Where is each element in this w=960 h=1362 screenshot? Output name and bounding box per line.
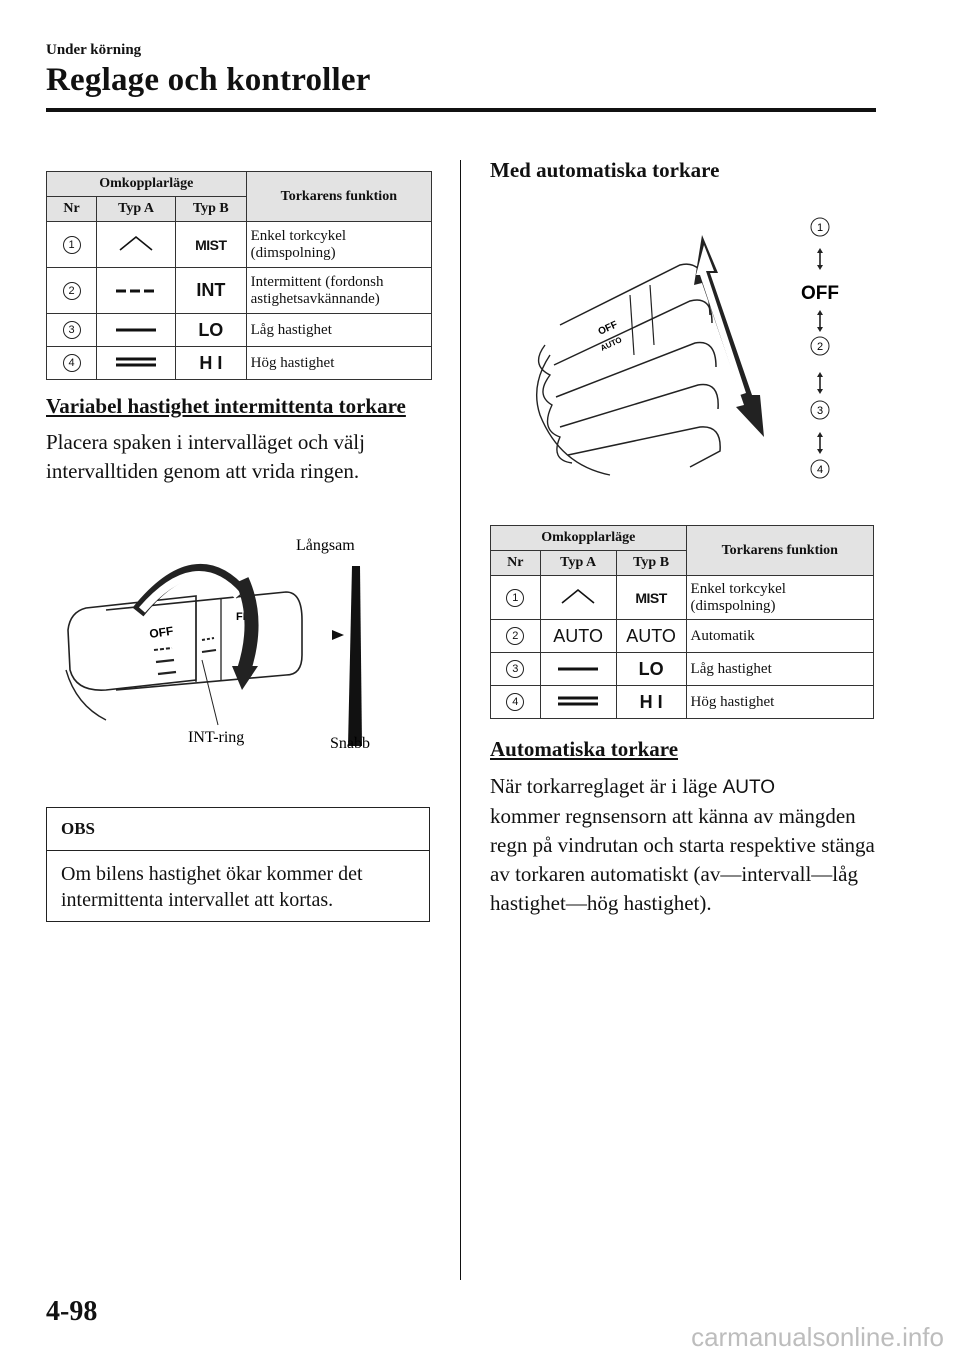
type-b-symbol: LO	[176, 314, 247, 347]
auto-wiper-positions-table	[490, 525, 874, 719]
section-heading-variable: Variabel hastighet intermittenta torkare	[46, 394, 406, 418]
table-header-nr: Nr	[491, 551, 541, 576]
row-number: 3	[63, 321, 81, 339]
table-header-type-a: Typ A	[540, 551, 616, 576]
table-header-nr: Nr	[47, 197, 97, 222]
double-line-icon	[556, 694, 600, 708]
table-row	[47, 268, 432, 314]
lever-off-label: OFF	[148, 623, 175, 641]
table-header-func: Torkarens funktion	[686, 526, 873, 576]
automatic-paragraph-prefix: När torkarreglaget är i läge	[490, 774, 723, 798]
title-rule	[46, 108, 876, 112]
wiper-function: Enkel torkcykel (dimspolning)	[686, 576, 873, 620]
type-b-symbol: INT	[176, 268, 247, 314]
row-number: 2	[63, 282, 81, 300]
wiper-positions-table	[46, 171, 432, 380]
slow-label: Långsam	[296, 537, 355, 554]
position-marker: 3	[816, 405, 824, 417]
page-number: 4-98	[46, 1296, 98, 1327]
row-number: 4	[506, 693, 524, 711]
automatic-paragraph	[490, 772, 880, 918]
table-header-type-b: Typ B	[616, 551, 686, 576]
off-label: OFF	[801, 283, 839, 304]
table-row	[491, 576, 874, 620]
row-number: 3	[506, 660, 524, 678]
row-number: 2	[506, 627, 524, 645]
automatic-paragraph-rest: kommer regnsensorn att känna av mängden regn på vindrutan och starta respektive stänga av torkaren automatiskt (av—intervall—låg hastighet—hög hastighet).	[490, 804, 875, 915]
table-row	[491, 653, 874, 686]
wiper-function: Låg hastighet	[686, 653, 873, 686]
table-header-group: Omkopplarläge	[47, 172, 247, 197]
obs-title: OBS	[47, 808, 429, 851]
position-marker: 1	[816, 222, 824, 234]
wiper-function: Låg hastighet	[246, 314, 431, 347]
lever-auto-label: AUTO	[599, 335, 624, 353]
row-number: 1	[506, 589, 524, 607]
column-divider	[460, 160, 461, 1280]
table-header-group: Omkopplarläge	[491, 526, 687, 551]
wiper-function: Hög hastighet	[246, 347, 431, 380]
table-header-func: Torkarens funktion	[246, 172, 431, 222]
mist-arc-icon	[558, 587, 598, 605]
section-heading-auto-wipers: Med automatiska torkare	[490, 158, 720, 182]
wiper-function: Intermittent (fordonsh astighetsavkännande)	[246, 268, 431, 314]
table-row	[47, 222, 432, 268]
lever-off-label: OFF	[596, 319, 620, 338]
type-b-symbol: MIST	[176, 222, 247, 268]
dashed-line-icon	[114, 286, 158, 296]
obs-note-box	[46, 807, 430, 922]
variable-paragraph: Placera spaken i intervalläget och välj intervalltiden genom att vrida ringen.	[46, 430, 365, 483]
int-ring-lever-illustration	[46, 520, 436, 770]
watermark: carmanualsonline.info	[691, 1322, 944, 1352]
position-marker: 4	[816, 464, 824, 476]
wiper-function: Hög hastighet	[686, 686, 873, 719]
table-row	[491, 686, 874, 719]
type-b-symbol: LO	[616, 653, 686, 686]
section-heading-automatic: Automatiska torkare	[490, 737, 679, 761]
double-line-icon	[114, 355, 158, 369]
lever-ff-label: FF	[236, 611, 250, 623]
table-row	[491, 620, 874, 653]
type-a-symbol: AUTO	[540, 620, 616, 653]
table-row	[47, 314, 432, 347]
auto-wiper-lever-illustration	[490, 205, 880, 505]
fast-label: Snabb	[330, 735, 370, 752]
wiper-function: Enkel torkcykel (dimspolning)	[246, 222, 431, 268]
type-b-symbol: H I	[616, 686, 686, 719]
table-row	[47, 347, 432, 380]
type-b-symbol: H I	[176, 347, 247, 380]
single-line-icon	[556, 664, 600, 674]
type-b-symbol: MIST	[616, 576, 686, 620]
table-header-type-a: Typ A	[97, 197, 176, 222]
table-header-type-b: Typ B	[176, 197, 247, 222]
single-line-icon	[114, 325, 158, 335]
int-ring-label: INT-ring	[188, 729, 245, 746]
mist-arc-icon	[116, 234, 156, 252]
position-marker: 2	[816, 341, 824, 353]
auto-mode-code: AUTO	[722, 777, 776, 798]
page-title: Reglage och kontroller	[46, 62, 371, 98]
wiper-function: Automatik	[686, 620, 873, 653]
section-label: Under körning	[46, 42, 142, 58]
row-number: 1	[63, 236, 81, 254]
type-b-symbol: AUTO	[616, 620, 686, 653]
row-number: 4	[63, 354, 81, 372]
obs-text: Om bilens hastighet ökar kommer det intermittenta intervallet att kortas.	[61, 863, 363, 911]
